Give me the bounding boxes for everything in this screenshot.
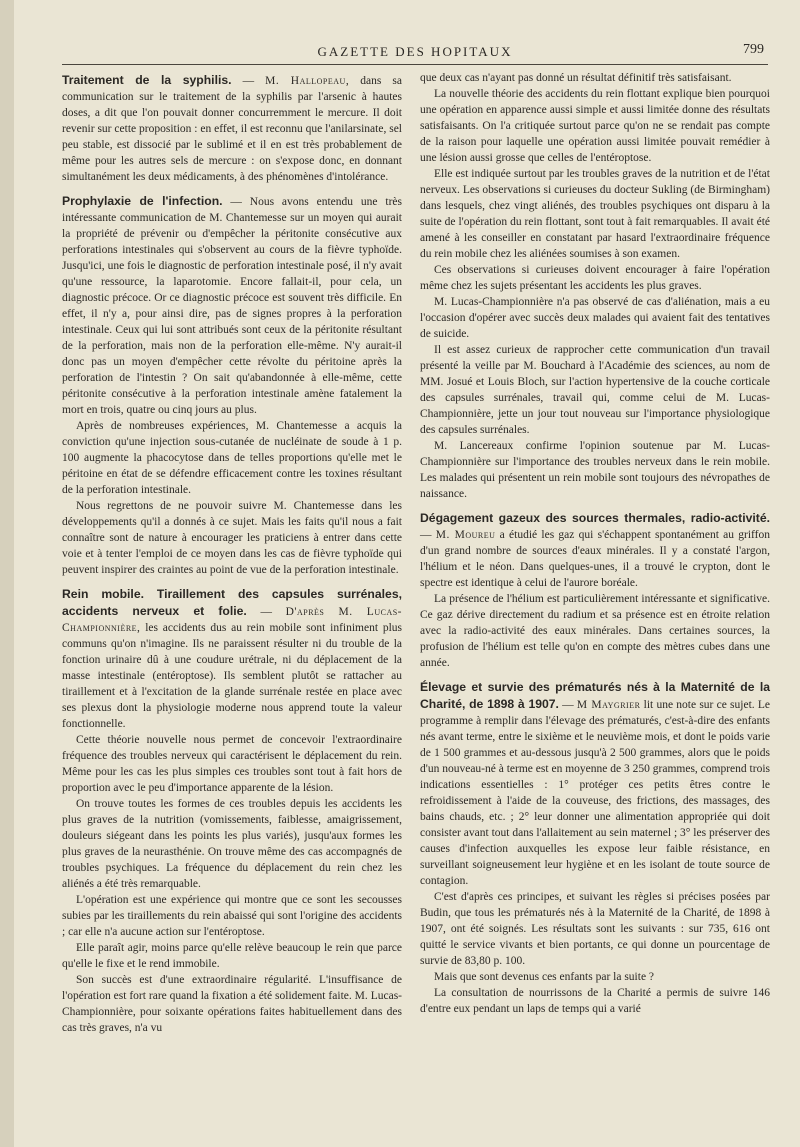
paragraph-text: La nouvelle théorie des accidents du rein flottant explique bien pourquoi une opération en apparence aussi simple et aussi limitée donne des résultats satisfaisants. On l'a critiquée surtout parce qu'on ne se rendait pas compte de la raison pour laquelle une opération aussi limitée pouvait remédier à une lésion aussi grosse que celles de l'entéroptose.	[420, 88, 770, 164]
paragraph	[62, 732, 402, 796]
paragraph-text: Ces observations si curieuses doivent encourager à faire l'opération même chez les sujets présentant les accidents les plus graves.	[420, 264, 770, 292]
paragraph	[420, 166, 770, 262]
paragraph	[420, 438, 770, 502]
left-column	[62, 72, 402, 1036]
right-column	[420, 70, 770, 1017]
paragraph-text: les accidents dus au rein mobile sont infiniment plus communs qu'on n'imagine. Ils ne paraissent résulter ni du trouble de la fonction urinaire dû à une coudure urétrale, ni du déplacement de la masse intestinale (entéroptose). Ils semblent plutôt se rattacher au tiraillement et à l'excitation de la glande surrénale restée en place avec ses plexus dont la physiologie moderne nous apprend toute la valeur fonctionnelle.	[62, 622, 402, 730]
article-author: D'après M. Lucas-Championnière,	[62, 606, 403, 634]
article	[62, 586, 402, 1036]
article-title: Prophylaxie de l'infection.	[62, 194, 223, 208]
paragraph	[62, 418, 402, 498]
article-author: M Maygrier	[576, 699, 641, 711]
article	[62, 72, 402, 185]
paragraph	[420, 985, 770, 1017]
article-title: Élevage et survie des prématurés nés à la Maternité de la Charité, de 1898 à 1907.	[420, 680, 770, 711]
paragraph	[420, 294, 770, 342]
paragraph-text: La consultation de nourrissons de la Charité a permis de suivre 146 d'entre eux pendant un laps de temps qui a varié	[420, 987, 770, 1015]
paragraph: Dégagement gazeux des sources thermales, radio-activité. — M. Moureu a étudié les gaz qui s'échappent spontanément au griffon d'un grand nombre de sources d'eaux minérales. Il y a constaté l'argon, l'hélium et le néon. Dans quelques-unes, il a trouvé le crypton, dont le spectre est identique à celui de l'aurore boréale.	[420, 511, 770, 589]
page-margin	[0, 0, 14, 1147]
article	[420, 510, 770, 671]
paragraph-text: Cette théorie nouvelle nous permet de concevoir l'extraordinaire fréquence des troubles nerveux qui caractérisent le déplacement du rein. Même pour les cas les plus simples ces troubles sont tout à fait hors de proportion avec le peu d'importance apparente de la lésion.	[62, 734, 402, 794]
paragraph-text: a étudié les gaz qui s'échappent spontanément au griffon d'un grand nombre de sources d'eaux minérales. Il y a constaté l'argon, l'hélium et le néon. Dans quelques-unes, il a trouvé le crypton, dont le spectre est identique à celui de l'aurore boréale.	[420, 529, 770, 589]
article	[420, 70, 770, 502]
paragraph	[62, 940, 402, 972]
paragraph-text: L'opération est une expérience qui montre que ce sont les secousses subies par les tiraillements du rein abaissé qui sont l'origine des accidents ; car elle n'a aucune action sur l'entéroptose.	[62, 894, 402, 938]
paragraph	[420, 591, 770, 671]
paragraph	[420, 342, 770, 438]
article-title: Traitement de la syphilis.	[62, 73, 232, 87]
article	[420, 679, 770, 1017]
paragraph-text: Nous avons entendu une très intéressante communication de M. Chantemesse sur un moyen qui aurait la propriété de prévenir ou d'empêcher la péritonite consécutive aux perforations intestinales qui s'observent au cours de la fièvre typhoïde. Jusqu'ici, une fois le diagnostic de perforation intestinale posé, il n'y avait qu'une ressource, la laparotomie. Encore fallait-il, pour cela, un diagnostic précoce. Or ce diagnostic précoce est souvent très difficile. En effet, il n'y a, pour ainsi dire, pas de signes propres à la perforation intestinale. Ceux qui lui sont attribués sont ceux de la péritonite résultant de la perforation, mais non de la perforation elle-même. N'y aurait-il donc pas un moyen d'empêcher cette révolte du péritoine après la perforation de l'intestin ? On sait qu'abandonnée à elle-même, cette péritonite consécutive à la perforation intestinale amène fatalement la mort en trois, quatre ou cinq jours au plus.	[62, 196, 402, 416]
paragraph-text: M. Lancereaux confirme l'opinion soutenue par M. Lucas-Championnière sur l'importance des troubles nerveux dans le rein mobile. Les malades qui présentent un rein mobile sont toujours des névropathes de naissance.	[420, 440, 770, 500]
paragraph	[420, 86, 770, 166]
article-title: Rein mobile. Tiraillement des capsules surrénales, accidents nerveux et folie.	[62, 587, 402, 618]
page-number: 799	[743, 42, 764, 57]
paragraph: Prophylaxie de l'infection. — Nous avons entendu une très intéressante communication de M. Chantemesse sur un moyen qui aurait la propriété de prévenir ou d'empêcher la péritonite consécutive aux perforations intestinales qui s'observent au cours de la fièvre typhoïde. Jusqu'ici, une fois le diagnostic de perforation intestinale posé, il n'y avait qu'une ressource, la laparotomie. Encore fallait-il, pour cela, un diagnostic précoce. Or ce diagnostic précoce est souvent très difficile. En effet, il n'y a, pour ainsi dire, pas de signes propres à la perforation intestinale. Ceux qui lui sont attribués sont ceux de la péritonite résultant de la perforation, mais non de la perforation elle-même. N'y aurait-il donc pas un moyen d'empêcher cette révolte du péritoine après la perforation de l'intestin ? On sait qu'abandonnée à elle-même, cette péritonite consécutive à la perforation intestinale amène fatalement la mort en trois, quatre ou cinq jours au plus.	[62, 194, 402, 416]
paragraph-text: On trouve toutes les formes de ces troubles depuis les accidents les plus graves de la nutrition (vomissements, faiblesse, amaigrissement, douleurs siégeant dans les points les plus variés), jusqu'aux formes les plus graves de la neurasthénie. On trouve même des cas accompagnés de troubles psychiques. La fréquence du déplacement du rein chez les aliénés a été très remarquable.	[62, 798, 402, 890]
paragraph: Rein mobile. Tiraillement des capsules surrénales, accidents nerveux et folie. — D'après M. Lucas-Championnière, les accidents dus au rein mobile sont infiniment plus communs qu'on n'imagine. Ils ne paraissent résulter ni du trouble de la fonction urinaire dû à une coudure urétrale, ni du déplacement de la masse intestinale (entéroptose). Ils semblent plutôt se rattacher au tiraillement et à l'excitation de la glande surrénale restée en place avec ses plexus dont la physiologie moderne nous apprend toute la valeur fonctionnelle.	[62, 587, 403, 730]
paragraph-text: C'est d'après ces principes, et suivant les règles si précises posées par Budin, que tous les prématurés nés à la Maternité de la Charité, de 1898 à 1907, ont été soignés. Les résultats sont les suivants : sur 735, 616 ont quitté le service vivants et bien portants, ce qui donne un pourcentage de survie de 83,80 p. 100.	[420, 891, 770, 967]
article-title: Dégagement gazeux des sources thermales, radio-activité.	[420, 511, 770, 525]
paragraph-text: Elle est indiquée surtout par les troubles graves de la nutrition et de l'état nerveux. Les observations si curieuses du docteur Sukling (de Birmingham) dans lesquels, chez vingt aliénés, des troubles psychiques ont disparu à la suite de l'opération du rein flottant, sont tout à fait remarquables. Il avait été amené à les conseiller en constatant par hasard l'extraordinaire fréquence du rein mobile chez les aliénées soumises à son examen.	[420, 168, 770, 260]
paragraph	[62, 892, 402, 940]
paragraph-text: Après de nombreuses expériences, M. Chantemesse a acquis la conviction qu'une injection sous-cutanée de nucléinate de soude à 1 p. 100 augmente la phacocytose dans de telles proportions qu'elle met le péritoine en état de se défendre efficacement contre les toxines résultant de la perforation intestinale.	[62, 420, 402, 496]
paragraph-text: Mais que sont devenus ces enfants par la suite ?	[434, 971, 655, 983]
paragraph-text: Elle paraît agir, moins parce qu'elle relève beaucoup le rein que parce qu'elle le fixe et le rend immobile.	[62, 942, 402, 970]
paragraph-text: La présence de l'hélium est particulièrement intéressante et significative. Ce gaz dérive directement du radium et sa présence est en étroite relation avec la radio-activité des eaux minérales. Dans certaines sources, la profusion de l'hélium est telle qu'on en compte des mètres cubes dans une année.	[420, 593, 770, 669]
paragraph-text: Son succès est d'une extraordinaire régularité. L'insuffisance de l'opération est fort rare quand la fixation a été solidement faite. M. Lucas-Championnière, pour soixante opérations faites habituellement dans des cas très graves, n'a vu	[62, 974, 402, 1034]
paragraph: Élevage et survie des prématurés nés à la Maternité de la Charité, de 1898 à 1907. — M Maygrier lit une note sur ce sujet. Le programme à remplir dans l'élevage des prématurés, c'est-à-dire des enfants nés avant terme, entre le sixième et le neuvième mois, et dont le poids varie de 1 500 grammes et au-dessous jusqu'à 2 500 grammes, alors que le poids d'un nouveau-né à terme est en moyenne de 3 250 grammes, comprend trois indications essentielles : 1° protéger ces petits êtres contre le refroidissement à l'aide de la couveuse, des frictions, des massages, des bains chauds, etc. ; 2° leur donner une alimentation appropriée qui doit consister avant tout dans l'allaitement au sein maternel ; 3° les préserver des causes d'infection auxquelles les expose leur faible résistance, en surveillant soigneusement leur hygiène et en les isolant de toute source de contagion.	[420, 680, 770, 887]
article-author: M. Moureu	[435, 529, 496, 541]
paragraph-text: M. Lucas-Championnière n'a pas observé de cas d'aliénation, mais a eu l'occasion d'opérer avec succès deux malades qui avaient fait des tentatives de suicide.	[420, 296, 770, 340]
header-rule	[62, 64, 768, 65]
paragraph	[420, 262, 770, 294]
page-header	[60, 42, 770, 62]
paragraph	[420, 70, 770, 86]
paragraph-text: Il est assez curieux de rapprocher cette communication d'un travail présenté la veille par M. Bouchard à l'Académie des sciences, au nom de MM. Josué et Louis Bloch, sur l'action hypertensive de la couche corticale des capsules surrénales, travail qui, comme celui de M. Lucas-Championnière, jette un jour tout nouveau sur l'importance physiologique des capsules surrénales.	[420, 344, 770, 436]
paragraph	[420, 969, 770, 985]
paragraph: Traitement de la syphilis. — M. Hallopeau, dans sa communication sur le traitement de la syphilis par l'arsenic à hautes doses, a dit que l'on pouvait donner concurremment le mercure. Il doit revenir sur cette proposition : en effet, il est reconnu que l'anilarsinate, sel peu stable, est dissocié par le sublimé et il en est très probablement de même pour les autres sels de mercure : on s'expose donc, en donnant simultanément les deux médicaments, à des phénomènes d'intolérance.	[62, 73, 402, 183]
article-author: M. Hallopeau,	[265, 75, 350, 87]
paragraph-text: que deux cas n'ayant pas donné un résultat définitif très satisfaisant.	[420, 72, 732, 84]
running-head: GAZETTE DES HOPITAUX	[317, 44, 513, 59]
paragraph-text: lit une note sur ce sujet. Le programme à remplir dans l'élevage des prématurés, c'est-à-dire des enfants nés avant terme, entre le sixième et le neuvième mois, et dont le poids varie de 1 500 grammes et au-dessous jusqu'à 2 500 grammes, alors que le poids d'un nouveau-né à terme est en moyenne de 3 250 grammes, comprend trois indications essentielles : 1° protéger ces petits êtres contre le refroidissement à l'aide de la couveuse, des frictions, des massages, des bains chauds, etc. ; 2° leur donner une alimentation appropriée qui doit consister avant tout dans l'allaitement au sein maternel ; 3° les préserver des causes d'infection auxquelles les expose leur faible résistance, en surveillant soigneusement leur hygiène et en les isolant de toute source de contagion.	[420, 699, 770, 887]
paragraph	[62, 972, 402, 1036]
article	[62, 193, 402, 578]
paragraph	[62, 498, 402, 578]
paragraph-text: Nous regrettons de ne pouvoir suivre M. Chantemesse dans les développements qu'il a donnés à ce sujet. Mais les faits qu'il nous a fait connaître sont de nature à encourager les praticiens à entrer dans cette voie et à tenter l'emploi de ce moyen dans les cas de fièvre typhoïde qui peuvent inspirer des craintes au point de vue de la perforation intestinale.	[62, 500, 402, 576]
paragraph-text: dans sa communication sur le traitement de la syphilis par l'arsenic à hautes doses, a dit que l'on pouvait donner concurremment le mercure. Il doit revenir sur cette proposition : en effet, il est reconnu que l'anilarsinate, sel peu stable, est dissocié par le sublimé et il en est très probablement de même pour les autres sels de mercure : on s'expose donc, en donnant simultanément les deux médicaments, à des phénomènes d'intolérance.	[62, 75, 402, 183]
paragraph	[420, 889, 770, 969]
paragraph	[62, 796, 402, 892]
